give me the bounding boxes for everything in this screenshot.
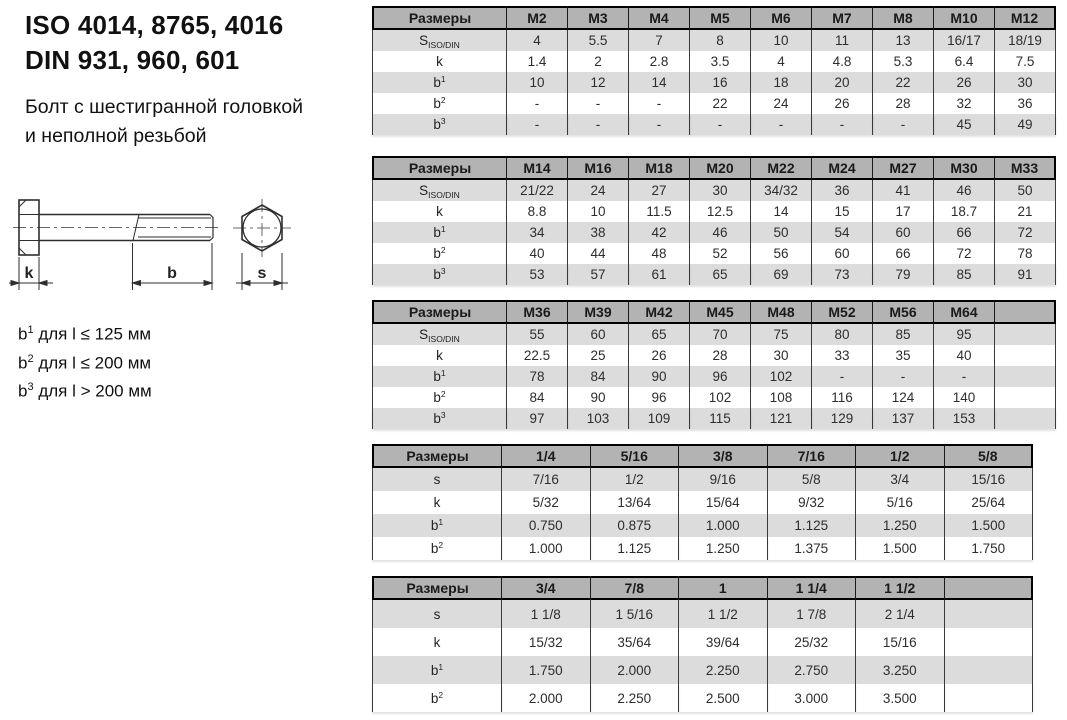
value-cell: 69 <box>751 264 812 285</box>
value-cell: 9/16 <box>679 468 768 491</box>
table-row <box>372 600 1033 628</box>
value-cell: - <box>751 114 812 135</box>
value-cell: 121 <box>751 408 812 429</box>
value-cell: 35/64 <box>591 628 680 656</box>
size-col-header: M5 <box>690 6 751 30</box>
metric-table-m14-m33 <box>372 156 1056 285</box>
row-label: $b^1$ <box>372 366 507 387</box>
value-cell: 108 <box>751 387 812 408</box>
value-cell: 16/17 <box>934 30 995 51</box>
value-cell: 5.3 <box>873 51 934 72</box>
value-cell: 75 <box>751 324 812 345</box>
value-cell: 25/32 <box>768 628 857 656</box>
value-cell: 40 <box>934 345 995 366</box>
value-cell: 85 <box>934 264 995 285</box>
value-cell: 78 <box>995 243 1056 264</box>
value-cell: 129 <box>812 408 873 429</box>
value-cell: 2.250 <box>591 684 680 712</box>
value-cell: 26 <box>812 93 873 114</box>
value-cell <box>995 387 1056 408</box>
header-row <box>372 576 1033 600</box>
value-cell: 5/8 <box>768 468 857 491</box>
value-cell: 18 <box>751 72 812 93</box>
value-cell: 54 <box>812 222 873 243</box>
value-cell: 0.750 <box>502 514 591 537</box>
value-cell: 7 <box>629 30 690 51</box>
size-col-header: M42 <box>629 300 690 324</box>
value-cell: 85 <box>873 324 934 345</box>
value-cell: 1.500 <box>856 537 945 560</box>
row-label: $S_{ISO/DIN}$ <box>372 30 507 51</box>
value-cell: 11 <box>812 30 873 51</box>
value-cell: 79 <box>873 264 934 285</box>
size-col-header: 1 1/2 <box>856 576 945 600</box>
value-cell: 65 <box>690 264 751 285</box>
table-row <box>372 468 1033 491</box>
tables-panel <box>372 0 1067 720</box>
value-cell: 2.500 <box>679 684 768 712</box>
value-cell: 1.000 <box>502 537 591 560</box>
footnotes <box>18 318 152 404</box>
value-cell: 2.8 <box>629 51 690 72</box>
dim-label-k: k <box>24 265 34 282</box>
size-col-header: M3 <box>568 6 629 30</box>
value-cell: 50 <box>751 222 812 243</box>
value-cell: 53 <box>507 264 568 285</box>
value-cell: 109 <box>629 408 690 429</box>
value-cell: 1 7/8 <box>768 600 857 628</box>
value-cell: 22 <box>690 93 751 114</box>
row-label: k <box>372 345 507 366</box>
value-cell: 4 <box>507 30 568 51</box>
value-cell: 15/64 <box>679 491 768 514</box>
value-cell: 44 <box>568 243 629 264</box>
corner-header: Размеры <box>372 6 507 30</box>
size-col-header: M45 <box>690 300 751 324</box>
value-cell: - <box>568 93 629 114</box>
table-row <box>372 264 1056 285</box>
value-cell: 40 <box>507 243 568 264</box>
corner-header: Размеры <box>372 576 502 600</box>
size-col-header: 1/2 <box>856 444 945 468</box>
value-cell: 96 <box>629 387 690 408</box>
value-cell: 24 <box>568 180 629 201</box>
value-cell: 46 <box>934 180 995 201</box>
value-cell: 102 <box>751 366 812 387</box>
value-cell: 30 <box>690 180 751 201</box>
value-cell: 18.7 <box>934 201 995 222</box>
row-label: k <box>372 491 502 514</box>
size-col-header: M27 <box>873 156 934 180</box>
value-cell: 18/19 <box>995 30 1056 51</box>
value-cell: 0.875 <box>591 514 680 537</box>
value-cell: 28 <box>690 345 751 366</box>
value-cell <box>945 684 1034 712</box>
size-col-header: M48 <box>751 300 812 324</box>
value-cell: 1.750 <box>502 656 591 684</box>
table-row <box>372 514 1033 537</box>
value-cell: 2.250 <box>679 656 768 684</box>
header-row <box>372 444 1033 468</box>
value-cell: 97 <box>507 408 568 429</box>
footnote: $b^3$ для l > 200 мм <box>18 381 152 401</box>
table-row <box>372 324 1056 345</box>
size-col-header <box>945 576 1034 600</box>
imperial-table-1-4-to-5-8 <box>372 444 1033 560</box>
row-label: s <box>372 468 502 491</box>
value-cell: 1/2 <box>591 468 680 491</box>
size-col-header: M2 <box>507 6 568 30</box>
row-label: k <box>372 51 507 72</box>
value-cell: 84 <box>568 366 629 387</box>
size-col-header: M8 <box>873 6 934 30</box>
row-label: k <box>372 201 507 222</box>
value-cell: 2 <box>568 51 629 72</box>
value-cell: 90 <box>568 387 629 408</box>
value-cell: 1 1/2 <box>679 600 768 628</box>
value-cell: 49 <box>995 114 1056 135</box>
value-cell: 13/64 <box>591 491 680 514</box>
value-cell: 7.5 <box>995 51 1056 72</box>
size-col-header: 3/8 <box>679 444 768 468</box>
table-row <box>372 180 1056 201</box>
value-cell: 16 <box>690 72 751 93</box>
row-label: $b^2$ <box>372 537 502 560</box>
doc-subtitle-line2: и неполной резьбой <box>25 125 207 147</box>
table-row <box>372 345 1056 366</box>
row-label: s <box>372 600 502 628</box>
table-row <box>372 491 1033 514</box>
row-label: k <box>372 628 502 656</box>
table-row <box>372 93 1056 114</box>
value-cell: 5.5 <box>568 30 629 51</box>
table-row <box>372 366 1056 387</box>
value-cell: 14 <box>629 72 690 93</box>
value-cell: 60 <box>812 243 873 264</box>
value-cell: 26 <box>934 72 995 93</box>
value-cell: 3.500 <box>856 684 945 712</box>
value-cell: 27 <box>629 180 690 201</box>
size-col-header: M30 <box>934 156 995 180</box>
value-cell: 61 <box>629 264 690 285</box>
value-cell: 91 <box>995 264 1056 285</box>
dim-label-s: s <box>257 265 267 282</box>
size-col-header: 7/16 <box>768 444 857 468</box>
value-cell: - <box>934 366 995 387</box>
value-cell: 45 <box>934 114 995 135</box>
row-label: $b^3$ <box>372 408 507 429</box>
corner-header: Размеры <box>372 156 507 180</box>
footnote: $b^2$ для l ≤ 200 мм <box>18 352 152 373</box>
value-cell: 72 <box>995 222 1056 243</box>
value-cell: - <box>629 93 690 114</box>
value-cell: 15/32 <box>502 628 591 656</box>
table-row <box>372 243 1056 264</box>
value-cell: - <box>629 114 690 135</box>
value-cell: 15/16 <box>945 468 1034 491</box>
size-col-header: M6 <box>751 6 812 30</box>
table-row <box>372 114 1056 135</box>
value-cell: - <box>568 114 629 135</box>
table-row <box>372 537 1033 560</box>
value-cell: 1 1/8 <box>502 600 591 628</box>
metric-table-m36-m64 <box>372 300 1056 429</box>
value-cell: 35 <box>873 345 934 366</box>
value-cell: 5/32 <box>502 491 591 514</box>
value-cell: 20 <box>812 72 873 93</box>
value-cell: - <box>873 366 934 387</box>
doc-subtitle-line1: Болт с шестигранной головкой <box>25 96 304 118</box>
value-cell <box>995 366 1056 387</box>
table-row <box>372 684 1033 712</box>
row-label: $b^1$ <box>372 222 507 243</box>
value-cell: 90 <box>629 366 690 387</box>
doc-title-iso: ISO 4014, 8765, 4016 <box>25 10 284 40</box>
value-cell: 10 <box>751 30 812 51</box>
value-cell: 2.000 <box>502 684 591 712</box>
value-cell <box>995 324 1056 345</box>
value-cell: 1.4 <box>507 51 568 72</box>
size-col-header: M20 <box>690 156 751 180</box>
size-col-header: 7/8 <box>591 576 680 600</box>
size-col-header: 1 <box>679 576 768 600</box>
size-col-header: M10 <box>934 6 995 30</box>
value-cell: 3.000 <box>768 684 857 712</box>
table-row <box>372 656 1033 684</box>
value-cell: 26 <box>629 345 690 366</box>
value-cell: 5/16 <box>856 491 945 514</box>
footnote: $b^1$ для l ≤ 125 мм <box>18 324 152 344</box>
size-col-header: 1 1/4 <box>768 576 857 600</box>
size-col-header: 5/8 <box>945 444 1034 468</box>
value-cell: - <box>507 93 568 114</box>
value-cell: 24 <box>751 93 812 114</box>
size-col-header: M64 <box>934 300 995 324</box>
value-cell: 10 <box>568 201 629 222</box>
value-cell: 48 <box>629 243 690 264</box>
value-cell: 2.750 <box>768 656 857 684</box>
value-cell: 103 <box>568 408 629 429</box>
size-col-header: M33 <box>995 156 1056 180</box>
size-col-header: 5/16 <box>591 444 680 468</box>
value-cell: 36 <box>995 93 1056 114</box>
size-col-header: M4 <box>629 6 690 30</box>
table-row <box>372 222 1056 243</box>
row-label: $b^2$ <box>372 387 507 408</box>
row-label: $S_{ISO/DIN}$ <box>372 180 507 201</box>
value-cell: 2.000 <box>591 656 680 684</box>
row-label: $b^2$ <box>372 243 507 264</box>
value-cell <box>995 408 1056 429</box>
value-cell: 17 <box>873 201 934 222</box>
value-cell: 34 <box>507 222 568 243</box>
value-cell: 21 <box>995 201 1056 222</box>
value-cell: 1.000 <box>679 514 768 537</box>
size-col-header: M22 <box>751 156 812 180</box>
value-cell: 12.5 <box>690 201 751 222</box>
value-cell: 1.125 <box>591 537 680 560</box>
value-cell: 96 <box>690 366 751 387</box>
value-cell: 15 <box>812 201 873 222</box>
value-cell: 13 <box>873 30 934 51</box>
value-cell: 22 <box>873 72 934 93</box>
value-cell: 153 <box>934 408 995 429</box>
value-cell <box>995 345 1056 366</box>
doc-subtitle <box>25 93 303 151</box>
value-cell: 102 <box>690 387 751 408</box>
value-cell <box>945 628 1034 656</box>
size-col-header: 3/4 <box>502 576 591 600</box>
value-cell: 73 <box>812 264 873 285</box>
value-cell: 80 <box>812 324 873 345</box>
value-cell: 1.250 <box>856 514 945 537</box>
value-cell: 2 1/4 <box>856 600 945 628</box>
bolt-technical-drawing <box>5 186 345 316</box>
corner-header: Размеры <box>372 300 507 324</box>
value-cell: 1 5/16 <box>591 600 680 628</box>
value-cell: 30 <box>995 72 1056 93</box>
table-row <box>372 408 1056 429</box>
table-row <box>372 201 1056 222</box>
row-label: $b^1$ <box>372 72 507 93</box>
value-cell: 95 <box>934 324 995 345</box>
corner-header: Размеры <box>372 444 502 468</box>
value-cell: 50 <box>995 180 1056 201</box>
value-cell: - <box>812 114 873 135</box>
value-cell: 25 <box>568 345 629 366</box>
value-cell: 12 <box>568 72 629 93</box>
value-cell: 3.250 <box>856 656 945 684</box>
dim-label-b: b <box>167 265 177 282</box>
row-label: $b^3$ <box>372 114 507 135</box>
value-cell: 57 <box>568 264 629 285</box>
size-col-header <box>995 300 1056 324</box>
table-row <box>372 72 1056 93</box>
value-cell: 10 <box>507 72 568 93</box>
value-cell: 84 <box>507 387 568 408</box>
size-col-header: M7 <box>812 6 873 30</box>
row-label: $S_{ISO/DIN}$ <box>372 324 507 345</box>
doc-title-din: DIN 931, 960, 601 <box>25 45 240 75</box>
value-cell: 36 <box>812 180 873 201</box>
value-cell: 72 <box>934 243 995 264</box>
value-cell: 30 <box>751 345 812 366</box>
size-col-header: 1/4 <box>502 444 591 468</box>
metric-table-m2-m12 <box>372 6 1056 135</box>
value-cell: 4.8 <box>812 51 873 72</box>
value-cell: 1.125 <box>768 514 857 537</box>
value-cell: 116 <box>812 387 873 408</box>
value-cell: 137 <box>873 408 934 429</box>
value-cell: 60 <box>568 324 629 345</box>
value-cell: 33 <box>812 345 873 366</box>
value-cell: 1.250 <box>679 537 768 560</box>
value-cell: 78 <box>507 366 568 387</box>
value-cell: 22.5 <box>507 345 568 366</box>
value-cell: 34/32 <box>751 180 812 201</box>
header-row <box>372 300 1056 324</box>
table-row <box>372 628 1033 656</box>
value-cell: - <box>812 366 873 387</box>
value-cell: 3.5 <box>690 51 751 72</box>
size-col-header: M16 <box>568 156 629 180</box>
value-cell: - <box>690 114 751 135</box>
value-cell <box>945 656 1034 684</box>
row-label: $b^3$ <box>372 264 507 285</box>
size-col-header: M39 <box>568 300 629 324</box>
size-col-header: M24 <box>812 156 873 180</box>
row-label: $b^2$ <box>372 684 502 712</box>
size-col-header: M56 <box>873 300 934 324</box>
value-cell: 115 <box>690 408 751 429</box>
value-cell: 14 <box>751 201 812 222</box>
row-label: $b^1$ <box>372 514 502 537</box>
value-cell: 3/4 <box>856 468 945 491</box>
value-cell: 46 <box>690 222 751 243</box>
value-cell: 1.375 <box>768 537 857 560</box>
size-col-header: M12 <box>995 6 1056 30</box>
value-cell: 66 <box>934 222 995 243</box>
value-cell: 124 <box>873 387 934 408</box>
size-col-header: M52 <box>812 300 873 324</box>
value-cell: 1.750 <box>945 537 1034 560</box>
value-cell: 41 <box>873 180 934 201</box>
value-cell: 8.8 <box>507 201 568 222</box>
value-cell: 9/32 <box>768 491 857 514</box>
value-cell: 66 <box>873 243 934 264</box>
value-cell: 52 <box>690 243 751 264</box>
value-cell: 15/16 <box>856 628 945 656</box>
value-cell: 21/22 <box>507 180 568 201</box>
value-cell: 65 <box>629 324 690 345</box>
row-label: $b^2$ <box>372 93 507 114</box>
value-cell: 70 <box>690 324 751 345</box>
value-cell: 38 <box>568 222 629 243</box>
table-row <box>372 51 1056 72</box>
value-cell: 28 <box>873 93 934 114</box>
table-row <box>372 30 1056 51</box>
header-row <box>372 156 1056 180</box>
value-cell: - <box>873 114 934 135</box>
value-cell: 39/64 <box>679 628 768 656</box>
value-cell: 60 <box>873 222 934 243</box>
table-row <box>372 387 1056 408</box>
value-cell <box>945 600 1034 628</box>
value-cell: 32 <box>934 93 995 114</box>
value-cell: 11.5 <box>629 201 690 222</box>
value-cell: 140 <box>934 387 995 408</box>
value-cell: 4 <box>751 51 812 72</box>
imperial-table-3-4-to-1-1-2 <box>372 576 1033 712</box>
value-cell: 56 <box>751 243 812 264</box>
value-cell: 25/64 <box>945 491 1034 514</box>
size-col-header: M14 <box>507 156 568 180</box>
value-cell: 55 <box>507 324 568 345</box>
value-cell: 7/16 <box>502 468 591 491</box>
value-cell: 6.4 <box>934 51 995 72</box>
row-label: $b^1$ <box>372 656 502 684</box>
value-cell: 8 <box>690 30 751 51</box>
size-col-header: M36 <box>507 300 568 324</box>
size-col-header: M18 <box>629 156 690 180</box>
value-cell: - <box>507 114 568 135</box>
value-cell: 42 <box>629 222 690 243</box>
value-cell: 1.500 <box>945 514 1034 537</box>
header-row <box>372 6 1056 30</box>
